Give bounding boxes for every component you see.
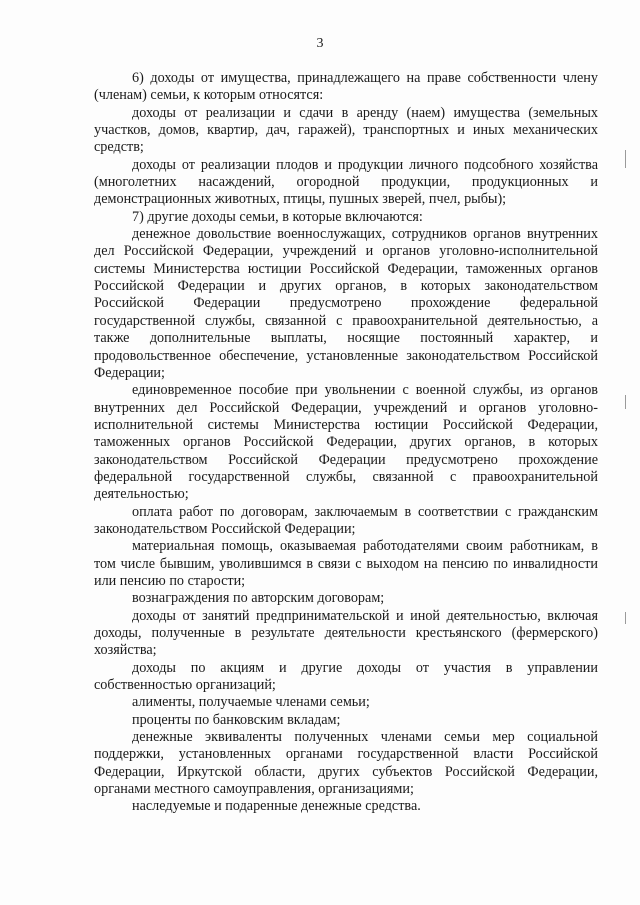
paragraph-subsidiary-farming: доходы от реализации плодов и продукции личного подсобного хозяйства (многолетних насаждений, огородной продукции, продукционных и демонстрационных животных, птицы, пушных зверей, пчел, рыбы); (94, 156, 598, 208)
document-body (94, 70, 598, 816)
paragraph-severance-benefit: единовременное пособие при увольнении с военной службы, из органов внутренних дел Российской Федерации, учреждений и органов уголовно-исполнительной системы Министерства юстиции Российской Федерации, таможенных органов Российской Федерации, других органов, в которых законодательством Российской Федерации предусмотрено прохождение федеральной государственной службы, связанной с правоохранительной деятельностью; (94, 382, 598, 503)
paragraph-shares-income: доходы по акциям и другие доходы от участия в управлении собственностью организаций; (94, 659, 598, 694)
paragraph-sale-rent: доходы от реализации и сдачи в аренду (наем) имущества (земельных участков, домов, квартир, дач, гаражей), транспортных и иных механических средств; (94, 104, 598, 156)
paragraph-inherited-funds: наследуемые и подаренные денежные средства. (132, 798, 421, 815)
paragraph-contract-payment: оплата работ по договорам, заключаемым в соответствии с гражданским законодательством Российской Федерации; (94, 503, 598, 537)
paragraph-business-income: доходы от занятий предпринимательской и иной деятельностью, включая доходы, полученные в результате деятельности крестьянского (фермерского) хозяйства; (94, 607, 598, 659)
paragraph-material-aid: материальная помощь, оказываемая работодателями своим работникам, в том числе бывшим, уволившимся в связи с выходом на пенсию по инвалидности или пенсию по старости; (94, 538, 598, 589)
paragraph-alimony: алименты, получаемые членами семьи; (132, 694, 370, 711)
paragraph-military-allowance: денежное довольствие военнослужащих, сотрудников органов внутренних дел Российской Федерации, учреждений и органов уголовно-исполнительной системы Министерства юстиции Российской Федерации, таможенных органов Российской Федерации и других органов, в которых законодательством Российской Федерации предусмотрено прохождение федеральной государственной службы, связанной с правоохранительной деятельностью, а также дополнительные выплаты, носящие постоянный характер, и продовольственное обеспечение, установленные законодательством Российской Федерации; (94, 226, 598, 381)
scan-margin-mark (625, 150, 626, 168)
scan-margin-mark (625, 612, 626, 624)
scan-margin-mark (625, 395, 626, 409)
paragraph-income-property: 6) доходы от имущества, принадлежащего на праве собственности члену (членам) семьи, к которым относятся: (94, 70, 598, 104)
page-number: 3 (316, 36, 324, 51)
paragraph-other-income: 7) другие доходы семьи, в которые включаются: (132, 208, 423, 225)
paragraph-bank-interest: проценты по банковским вкладам; (132, 711, 341, 728)
paragraph-copyright-fees: вознаграждения по авторским договорам; (132, 590, 385, 607)
paragraph-social-support: денежные эквиваленты полученных членами семьи мер социальной поддержки, установленных органами государственной власти Российской Федерации, Иркутской области, других субъектов Российской Федерации, органами местного самоуправления, организациями; (94, 729, 598, 798)
